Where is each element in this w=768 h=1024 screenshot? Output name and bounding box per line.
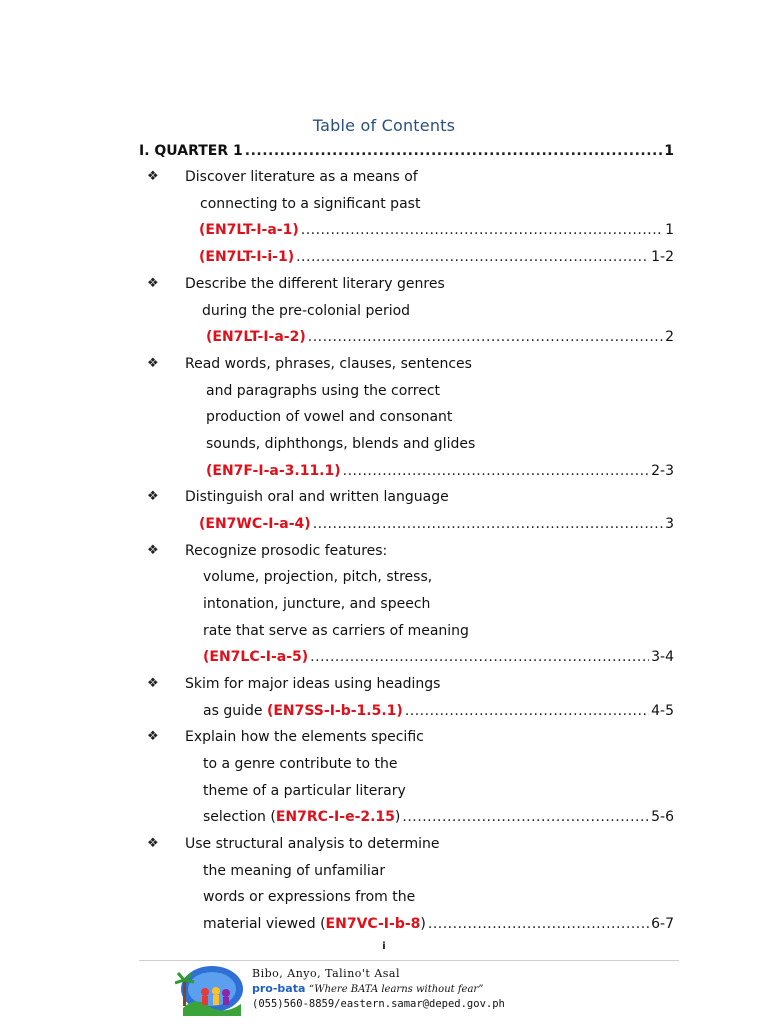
page-ref: 2-3 — [651, 463, 674, 479]
footer-brand: pro-bata — [252, 982, 306, 995]
competency-code: (EN7LT-I-i-1) — [199, 249, 295, 265]
bullet-icon: ❖ — [147, 169, 159, 184]
toc-quarter-row[interactable] — [139, 141, 674, 161]
entry-text: Read words, phrases, clauses, sentences — [185, 356, 472, 372]
leader-dots — [310, 647, 649, 667]
page-ref: 3-4 — [651, 649, 674, 665]
entry-text: Explain how the elements specific — [185, 729, 424, 745]
page-number: i — [382, 941, 386, 952]
entry-text: connecting to a significant past — [200, 196, 421, 212]
page-ref: 1 — [665, 222, 674, 238]
footer-text-block — [252, 966, 505, 1012]
bullet-icon: ❖ — [147, 489, 159, 504]
competency-code: (EN7WC-I-a-4) — [199, 516, 311, 532]
bullet-icon: ❖ — [147, 836, 159, 851]
footer-quote: “Where BATA learns without fear” — [308, 984, 484, 995]
entry-text: rate that serve as carriers of meaning — [203, 623, 469, 639]
page-ref: 4-5 — [651, 703, 674, 719]
footer-brand-line — [252, 981, 505, 997]
page-ref: 6-7 — [651, 916, 674, 932]
footer-contact[interactable]: (055)560-8859/eastern.samar@deped.gov.ph — [252, 998, 505, 1010]
page-ref: 5-6 — [651, 809, 674, 825]
competency-code: EN7RC-I-e-2.15 — [275, 809, 395, 825]
ref-prefix: as guide — [203, 703, 267, 719]
toc-ref-row[interactable] — [203, 701, 674, 721]
entry-text: intonation, juncture, and speech — [203, 596, 431, 612]
entry-text: during the pre-colonial period — [202, 303, 411, 319]
leader-dots — [343, 461, 649, 481]
leader-dots — [428, 914, 649, 934]
competency-code: (EN7SS-I-b-1.5.1) — [266, 703, 403, 719]
bullet-icon: ❖ — [147, 729, 159, 744]
entry-text: theme of a particular literary — [203, 783, 406, 799]
entry-text: and paragraphs using the correct — [206, 383, 441, 399]
competency-code: (EN7F-I-a-3.11.1) — [206, 463, 341, 479]
probata-logo-icon — [175, 962, 245, 1018]
footer-motto: Bibo, Anyo, Talino't Asal — [252, 967, 401, 980]
entry-text: the meaning of unfamiliar — [203, 863, 386, 879]
page-ref: 1-2 — [651, 249, 674, 265]
ref-suffix: ) — [394, 809, 401, 825]
toc-ref-row[interactable] — [206, 461, 674, 481]
quarter-label: I. QUARTER 1 — [139, 143, 243, 159]
entry-text: Describe the different literary genres — [185, 276, 445, 292]
leader-dots — [313, 514, 663, 534]
footer-divider — [139, 960, 679, 961]
competency-code: (EN7LT-I-a-2) — [206, 329, 306, 345]
entry-text: Use structural analysis to determine — [185, 836, 440, 852]
ref-prefix: selection ( — [203, 809, 276, 825]
page-ref: 3 — [665, 516, 674, 532]
leader-dots — [301, 220, 663, 240]
quarter-page: 1 — [664, 143, 674, 159]
entry-text: sounds, diphthongs, blends and glides — [206, 436, 476, 452]
competency-code: (EN7LC-I-a-5) — [203, 649, 309, 665]
leader-dots — [402, 807, 649, 827]
leader-dots — [296, 247, 649, 267]
bullet-icon: ❖ — [147, 543, 159, 558]
entry-text: volume, projection, pitch, stress, — [203, 569, 433, 585]
leader-dots — [405, 701, 649, 721]
toc-ref-row[interactable] — [199, 514, 674, 534]
bullet-icon: ❖ — [147, 676, 159, 691]
leader-dots — [308, 327, 663, 347]
toc-ref-row[interactable] — [206, 327, 674, 347]
toc-ref-row[interactable] — [203, 914, 674, 934]
toc-ref-row[interactable] — [203, 647, 674, 667]
toc-ref-row[interactable] — [203, 807, 674, 827]
bullet-icon: ❖ — [147, 356, 159, 371]
toc-ref-row[interactable] — [199, 247, 674, 267]
entry-text: to a genre contribute to the — [203, 756, 398, 772]
competency-code: EN7VC-I-b-8 — [325, 916, 421, 932]
bullet-icon: ❖ — [147, 276, 159, 291]
entry-text: Skim for major ideas using headings — [185, 676, 441, 692]
page-ref: 2 — [665, 329, 674, 345]
ref-suffix: ) — [420, 916, 426, 932]
entry-text: Recognize prosodic features: — [185, 543, 388, 559]
entry-text: production of vowel and consonant — [206, 409, 453, 425]
toc-ref-row[interactable] — [199, 220, 674, 240]
entry-text: Distinguish oral and written language — [185, 489, 449, 505]
toc-title: Table of Contents — [312, 116, 456, 135]
competency-code: (EN7LT-I-a-1) — [199, 222, 299, 238]
leader-dots — [245, 141, 663, 161]
entry-text: Discover literature as a means of — [185, 169, 418, 185]
ref-prefix: material viewed ( — [203, 916, 326, 932]
entry-text: words or expressions from the — [203, 889, 416, 905]
